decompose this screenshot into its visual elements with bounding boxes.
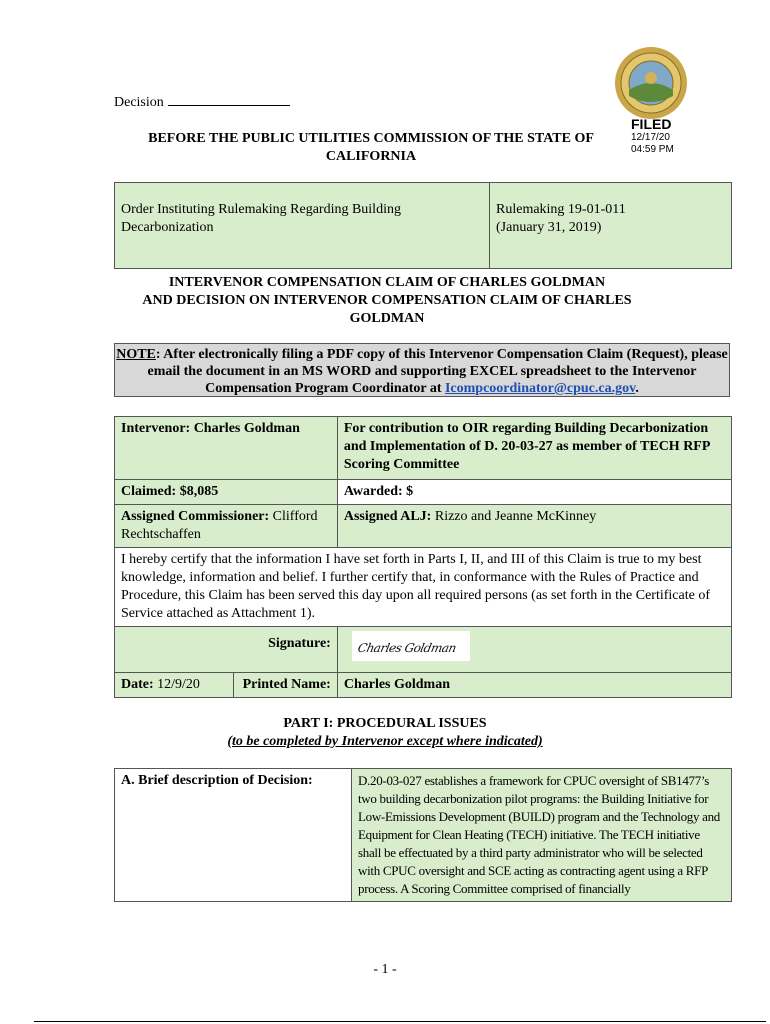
- printed-name-value: Charles Goldman: [337, 673, 731, 698]
- date-cell: [115, 673, 234, 698]
- claim-title-line1: INTERVENOR COMPENSATION CLAIM OF CHARLES GOLDMAN: [168, 275, 606, 290]
- coordinator-email-link[interactable]: Icompcoordinator@cpuc.ca.gov: [444, 381, 636, 396]
- proceeding-caption-table: [114, 182, 732, 269]
- part-i-subtitle: (to be completed by Intervenor except where indicated): [227, 734, 543, 749]
- signature-cell: [337, 627, 731, 673]
- part-i-heading: [114, 715, 656, 751]
- claim-summary-table: [114, 416, 732, 698]
- awarded-cell: Awarded: $: [337, 480, 731, 505]
- rulemaking-date: (January 31, 2019): [496, 220, 602, 235]
- note-text: : After electronically filing a PDF copy of this Intervenor Compensation Claim (Request), please email the document in an MS WORD and supporting EXCEL spreadsheet to the Intervenor Compensation Program Coordinator at: [147, 347, 728, 396]
- claim-title-line3: GOLDMAN: [349, 311, 425, 326]
- proceeding-caption-right: [490, 183, 732, 269]
- decision-number-blank: [168, 93, 290, 106]
- decision-description-table: [114, 768, 732, 902]
- date-label: Date:: [121, 677, 154, 692]
- commission-title-line2: CALIFORNIA: [325, 149, 417, 164]
- commissioner-cell: [115, 505, 338, 548]
- page-number: - 1 -: [373, 962, 397, 977]
- proceeding-caption-left: Order Instituting Rulemaking Regarding Building Decarbonization: [115, 183, 490, 269]
- note-label: NOTE: [116, 347, 156, 362]
- brief-description-text: D.20-03-027 establishes a framework for CPUC oversight of SB1477’s two building decarbonization pilot programs: the Building Initiative for Low-Emissions Development (BUILD) program and the Technology and Equipment for Clean Heating (TECH) initiative. The TECH initiative shall be effectuated by a third party administrator who will be selected with CPUC oversight and SCE acting as contracting agent using a RFP process. A Scoring Committee comprised of financially: [352, 769, 732, 902]
- decision-label: Decision: [114, 95, 164, 110]
- decision-number-line: [114, 93, 290, 111]
- alj-cell: [337, 505, 731, 548]
- rulemaking-number: Rulemaking 19-01-011: [496, 202, 626, 217]
- certification-text: I hereby certify that the information I have set forth in Parts I, II, and III of this Claim is true to my best knowledge, information and belief. I further certify that, in conformance with the Rules of Practice and Procedure, this Claim has been served this day upon all required persons (as set forth in the Certificate of Service attached as Attachment 1).: [115, 548, 732, 627]
- filed-stamp: [631, 116, 674, 156]
- handwritten-signature: Charles Goldman: [356, 641, 458, 655]
- footer-rule: [34, 1021, 766, 1022]
- note-end: .: [635, 381, 639, 396]
- contribution-cell: For contribution to OIR regarding Building Decarbonization and Implementation of D. 20-03-27 as member of TECH RFP Scoring Committee: [337, 417, 731, 480]
- printed-name-label: Printed Name:: [234, 673, 338, 698]
- alj-label: Assigned ALJ:: [343, 509, 432, 524]
- claim-title: [114, 274, 660, 328]
- intervenor-cell: Intervenor: Charles Goldman: [115, 417, 338, 480]
- cpuc-seal-icon: [614, 46, 688, 120]
- filed-label: FILED: [631, 116, 672, 132]
- claim-title-line2: AND DECISION ON INTERVENOR COMPENSATION CLAIM OF CHARLES: [142, 293, 632, 308]
- filed-date: 12/17/20: [631, 132, 670, 143]
- commissioner-label: Assigned Commissioner:: [121, 509, 270, 524]
- alj-value: Rizzo and Jeanne McKinney: [431, 509, 597, 524]
- part-i-title: PART I: PROCEDURAL ISSUES: [283, 716, 487, 731]
- claimed-cell: Claimed: $8,085: [115, 480, 338, 505]
- date-value: 12/9/20: [153, 677, 200, 692]
- signature-image: [352, 631, 470, 661]
- signature-label: Signature:: [115, 627, 338, 673]
- filed-time: 04:59 PM: [631, 144, 674, 155]
- brief-description-label: A. Brief description of Decision:: [115, 769, 352, 902]
- commission-title: [114, 130, 628, 166]
- commissioner-value: Clifford Rechtschaffen: [121, 509, 318, 542]
- commission-title-line1: BEFORE THE PUBLIC UTILITIES COMMISSION OF THE STATE OF: [148, 131, 594, 146]
- note-box: [114, 343, 730, 397]
